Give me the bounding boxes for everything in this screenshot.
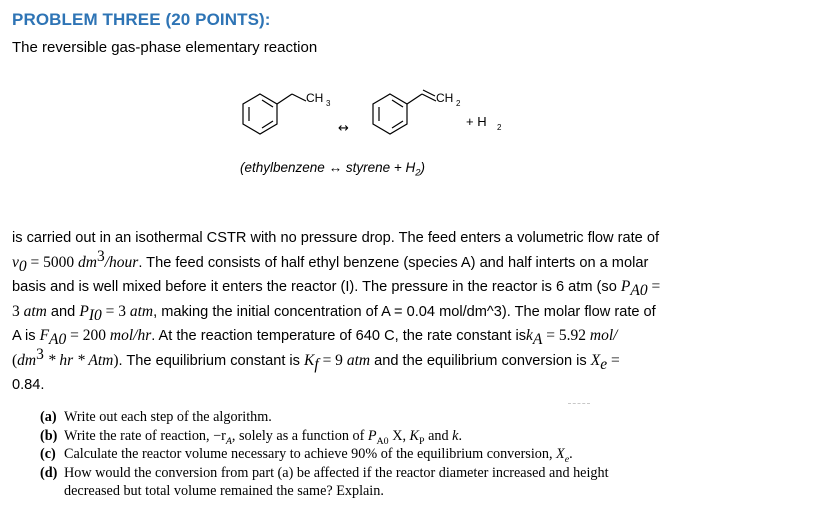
k-subscript: A — [532, 330, 543, 348]
kf-equals: = 9 — [318, 351, 347, 369]
k-unit-sup: 3 — [36, 345, 44, 363]
para-line-3: basis and is well mixed before it enters the reactor (I). The pressure in the reactor is 6 atm (so — [12, 279, 621, 295]
kf-subscript: f — [314, 355, 319, 373]
k-unit-dm: dm — [17, 351, 37, 369]
k-unit-rest: * hr * Atm — [43, 351, 114, 369]
pi0-symbol: P — [79, 302, 89, 320]
vinyl-side-chain — [407, 90, 436, 104]
question-b-part4: and — [424, 427, 453, 444]
question-b-text — [64, 427, 740, 446]
xe-equals: = — [607, 351, 620, 369]
question-c-xe: X — [556, 446, 565, 463]
v0-unit-sup: 3 — [96, 247, 105, 265]
fa0-unit: mol/hr — [109, 327, 152, 344]
question-b-part2: , solely as a function of — [231, 427, 368, 444]
question-c-tail: . — [569, 446, 573, 463]
reaction-caption — [240, 160, 425, 179]
k-equals: = 5.92 — [542, 327, 590, 344]
para-and: and — [46, 303, 80, 320]
question-a — [40, 408, 740, 427]
k-unit-open: ( — [12, 351, 18, 369]
question-b-part3: X, — [388, 427, 410, 444]
atm-unit-1: atm — [23, 302, 47, 320]
fa0-subscript: A0 — [49, 330, 67, 348]
k-unit: mol/ — [589, 327, 618, 344]
caption-styrene: styrene + H — [345, 160, 416, 175]
reaction-equilibrium-arrow: ↔ — [338, 121, 349, 136]
v0-symbol: v — [12, 253, 19, 271]
reactant-ch-subscript: 3 — [326, 99, 331, 108]
question-b-kp-sub: P — [419, 435, 425, 447]
question-b-part5: . — [458, 427, 462, 444]
atm-unit-2: atm — [129, 302, 154, 320]
pa0-equals: = — [647, 278, 661, 295]
benzene-ring-styrene — [373, 94, 407, 134]
para-line-6: . At the reaction temperature of 640 C, the rate constant is — [151, 328, 527, 344]
question-a-text: Write out each step of the algorithm. — [64, 409, 272, 425]
atm-unit-3: atm — [346, 351, 371, 369]
para-line-9: 0.84. — [12, 377, 45, 393]
question-c-xe-sub: e — [564, 454, 570, 466]
question-b-part1: Write the rate of reaction, −r — [64, 427, 226, 444]
question-c-text — [64, 445, 740, 464]
v0-unit-tail: /hour — [104, 253, 139, 271]
pa0-subscript: A0 — [630, 281, 648, 299]
v0-subscript: 0 — [18, 257, 27, 275]
v0-equals: = 5000 — [26, 253, 79, 271]
caption-subscript: 2 — [415, 167, 421, 179]
para-line-2: . The feed consists of half ethyl benzene (species A) and half interts on a molar — [138, 254, 649, 271]
question-b-label: (b) — [40, 427, 58, 444]
faint-dash-mark — [568, 403, 590, 405]
question-b-pa0-sub: A0 — [376, 435, 389, 447]
reactant-ch-label: CH — [306, 91, 324, 105]
pi0-subscript: I0 — [88, 306, 102, 324]
pa0-value: 3 — [12, 302, 24, 320]
question-b-k: k — [452, 427, 459, 444]
para-line-4: , making the initial concentration of A = 0.04 mol/dm^3). The molar flow rate of — [153, 303, 656, 320]
problem-description — [12, 226, 732, 398]
caption-close: ) — [420, 160, 425, 175]
question-d-line2: decreased but total volume remained the same? Explain. — [64, 483, 384, 500]
caption-ethylbenzene: (ethylbenzene — [240, 160, 325, 175]
question-d-text — [64, 464, 740, 501]
question-b-kp: K — [409, 427, 420, 444]
para-line-7: . The equilibrium constant is — [118, 352, 305, 369]
para-line-8: and the equilibrium conversion is — [370, 352, 591, 369]
v0-unit: dm — [78, 253, 97, 271]
question-b-sub-a: A — [225, 435, 232, 447]
question-c — [40, 445, 740, 464]
fa0-equals: = 200 — [66, 327, 110, 344]
question-d-label: (d) — [40, 464, 58, 481]
pi0-equals: = 3 — [101, 302, 130, 320]
reaction-structure-diagram — [240, 82, 520, 148]
problem-subtitle: The reversible gas-phase elementary reaction — [12, 39, 318, 56]
k-symbol: k — [526, 327, 533, 344]
k-unit-close: ) — [113, 351, 119, 369]
benzene-ring-ethylbenzene — [243, 94, 277, 134]
para-line-1: is carried out in an isothermal CSTR with no pressure drop. The feed enters a volumetric flow rate of — [12, 230, 660, 246]
question-d — [40, 464, 740, 501]
fa0-symbol: F — [39, 327, 50, 344]
question-c-label: (c) — [40, 446, 56, 463]
para-line-5: A is — [12, 328, 40, 344]
product-ch-label: CH — [436, 91, 454, 105]
caption-arrow: ↔ — [328, 160, 343, 175]
ethyl-side-chain — [277, 94, 306, 104]
xe-subscript: e — [600, 355, 608, 373]
hydrogen-byproduct: + H — [466, 114, 487, 129]
question-b-pa0: P — [367, 427, 377, 444]
question-c-part1: Calculate the reactor volume necessary to achieve 90% of the equilibrium conversion, — [64, 446, 557, 463]
hydrogen-subscript: 2 — [497, 123, 502, 132]
question-a-label: (a) — [40, 409, 57, 425]
kf-symbol: K — [304, 351, 315, 369]
problem-heading: PROBLEM THREE (20 POINTS): — [12, 10, 271, 29]
question-b — [40, 427, 740, 446]
pa0-symbol: P — [620, 278, 631, 295]
xe-symbol: X — [590, 351, 601, 369]
question-list — [40, 408, 740, 501]
product-ch-subscript: 2 — [456, 99, 461, 108]
question-d-line1: How would the conversion from part (a) be affected if the reactor diameter increased and height — [64, 464, 609, 481]
